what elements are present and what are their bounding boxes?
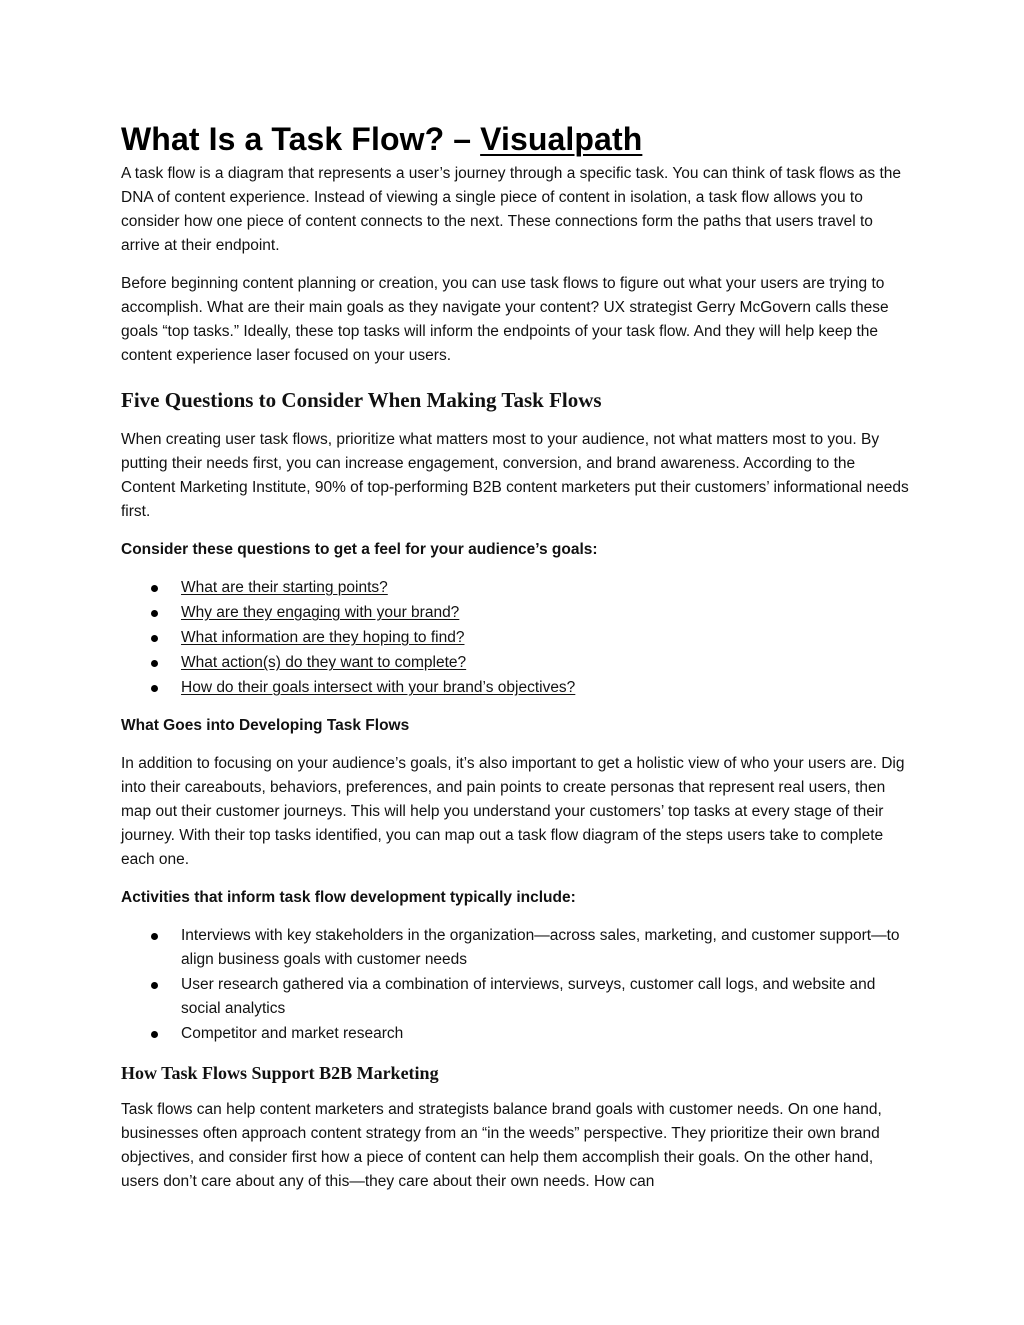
activity-text: User research gathered via a combination of interviews, surveys, customer call logs, and website and social analytics <box>181 976 876 1017</box>
list-item <box>121 676 911 700</box>
subheading-activities: Activities that inform task flow development typically include: <box>121 889 576 906</box>
question-link[interactable]: What action(s) do they want to complete? <box>181 654 467 671</box>
question-link[interactable]: Why are they engaging with your brand? <box>181 604 460 621</box>
list-item <box>121 924 911 972</box>
question-link[interactable]: What information are they hoping to find? <box>181 629 465 646</box>
subheading-questions: Consider these questions to get a feel for your audience’s goals: <box>121 541 598 558</box>
bullet-icon <box>151 635 158 642</box>
section-heading-b2b: How Task Flows Support B2B Marketing <box>121 1063 439 1083</box>
page-title-text: What Is a Task Flow? – <box>121 121 481 157</box>
bullet-icon <box>151 610 158 617</box>
list-item <box>121 1022 911 1046</box>
list-item <box>121 626 911 650</box>
bullet-icon <box>151 660 158 667</box>
list-item <box>121 601 911 625</box>
activities-list <box>121 924 911 1046</box>
bullet-icon <box>151 933 158 940</box>
section-heading-five-questions: Five Questions to Consider When Making Task Flows <box>121 388 602 412</box>
questions-list <box>121 576 911 700</box>
question-link[interactable]: What are their starting points? <box>181 579 388 596</box>
intro-paragraph-1: A task flow is a diagram that represents a user’s journey through a specific task. You can think of task flows as the DNA of content experience. Instead of viewing a single piece of content in isolation, a task flow allows you to consider how one piece of content connects to the next. These connections form the paths that users travel to arrive at their endpoint. <box>121 165 902 254</box>
list-item <box>121 973 911 1021</box>
activity-text: Interviews with key stakeholders in the organization—across sales, marketing, and customer support—to align business goals with customer needs <box>181 927 900 968</box>
section-paragraph-five-questions: When creating user task flows, prioritize what matters most to your audience, not what matters most to you. By putting their needs first, you can increase engagement, conversion, and brand awareness. According to the Content Marketing Institute, 90% of top-performing B2B content marketers put their customers’ informational needs first. <box>121 431 909 520</box>
intro-paragraph-2: Before beginning content planning or creation, you can use task flows to figure out what your users are trying to accomplish. What are their main goals as they navigate your content? UX strategist Gerry McGovern calls these goals “top tasks.” Ideally, these top tasks will inform the endpoints of your task flow. And they will help keep the content experience laser focused on your users. <box>121 275 889 364</box>
page-title <box>121 118 911 160</box>
visualpath-link[interactable]: Visualpath <box>480 121 643 157</box>
section-paragraph-b2b: Task flows can help content marketers and strategists balance brand goals with customer needs. On one hand, businesses often approach content strategy from an “in the weeds” perspective. They prioritize their own brand objectives, and consider first how a piece of content can help them accomplish their goals. On the other hand, users don’t care about any of this—they care about their own needs. How can <box>121 1101 882 1190</box>
list-item <box>121 651 911 675</box>
document-page <box>121 118 911 1208</box>
bullet-icon <box>151 1031 158 1038</box>
activity-text: Competitor and market research <box>181 1025 404 1042</box>
bullet-icon <box>151 982 158 989</box>
bullet-icon <box>151 685 158 692</box>
section-paragraph-developing: In addition to focusing on your audience’s goals, it’s also important to get a holistic view of who your users are. Dig into their careabouts, behaviors, preferences, and pain points to create personas that represent real users, then map out their customer journeys. This will help you understand your customers’ top tasks at every stage of their journey. With their top tasks identified, you can map out a task flow diagram of the steps users take to complete each one. <box>121 755 905 868</box>
question-link[interactable]: How do their goals intersect with your brand’s objectives? <box>181 679 576 696</box>
bullet-icon <box>151 585 158 592</box>
section-heading-developing: What Goes into Developing Task Flows <box>121 717 410 734</box>
list-item <box>121 576 911 600</box>
